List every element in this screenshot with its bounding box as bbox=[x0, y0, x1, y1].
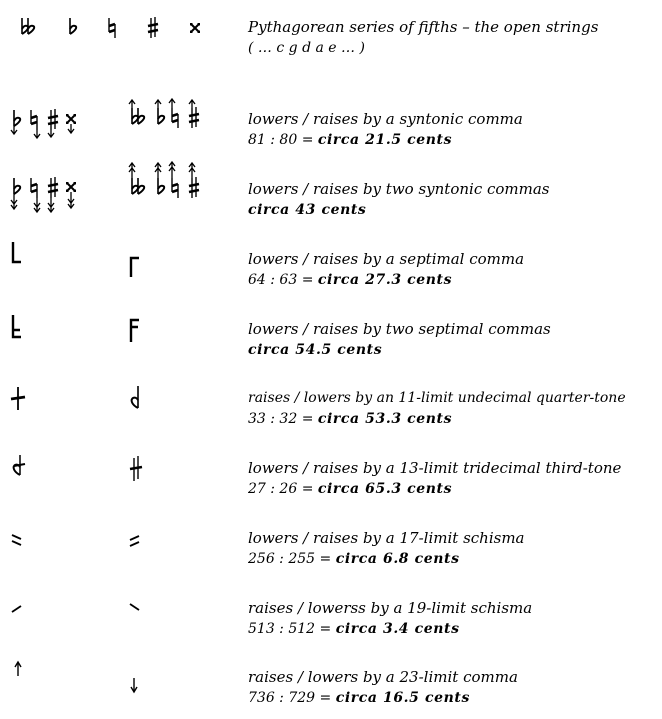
row-description: raises / lowers by a 23-limit comma bbox=[248, 668, 518, 686]
row-description: lowers / raises by a 17-limit schisma bbox=[248, 529, 525, 547]
legend-row-septimal-comma bbox=[248, 248, 524, 290]
legend-row-undecimal-quarter-tone bbox=[248, 387, 626, 429]
twenty-three-limit-comma-raise-icon bbox=[15, 662, 21, 676]
ratio: 64 : 63 = bbox=[248, 272, 318, 288]
cents-value: circa 6.8 cents bbox=[335, 551, 460, 567]
row-description: lowers / raises by a 13-limit tridecimal third-tone bbox=[248, 459, 622, 477]
ratio: 513 : 512 = bbox=[248, 621, 336, 637]
legend-row-tridecimal-third-tone bbox=[248, 457, 621, 499]
syntonic-comma-raise-icons bbox=[129, 99, 199, 128]
cents-value: circa 21.5 cents bbox=[317, 132, 453, 148]
ratio: 736 : 729 = bbox=[248, 690, 336, 706]
row-description: raises / lowers by an 11-limit undecimal quarter-tone bbox=[248, 390, 626, 406]
undecimal-quarter-tone-lower-icon bbox=[132, 386, 138, 408]
cents-value: circa 16.5 cents bbox=[335, 690, 470, 706]
syntonic-comma-lower-icons bbox=[11, 109, 76, 138]
cents-value: circa 54.5 cents bbox=[248, 342, 383, 358]
seventeen-limit-schisma-raise-icon bbox=[130, 536, 139, 546]
note-series: ( … c g d a e … ) bbox=[248, 40, 365, 56]
cents-value: circa 53.3 cents bbox=[317, 411, 453, 427]
nineteen-limit-schisma-lower-icon bbox=[130, 604, 139, 610]
legend-row-19-limit-schisma bbox=[248, 597, 532, 639]
septimal-comma-lower-icon bbox=[13, 242, 21, 262]
ratio: 33 : 32 = bbox=[248, 411, 318, 427]
two-septimal-commas-lower-icon bbox=[13, 315, 21, 337]
flat-icon bbox=[70, 18, 76, 34]
legend-row-two-septimal-commas bbox=[248, 318, 551, 360]
row-ratio-line bbox=[248, 619, 532, 639]
cents-value: circa 27.3 cents bbox=[317, 272, 453, 288]
ratio: 27 : 26 = bbox=[248, 481, 318, 497]
row-description: raises / lowerss by a 19-limit schisma bbox=[248, 599, 533, 617]
row-ratio-line bbox=[248, 549, 525, 569]
legend-row-two-syntonic-commas bbox=[248, 178, 550, 220]
tridecimal-third-tone-lower-icon bbox=[14, 455, 25, 475]
row-description: Pythagorean series of fifths – the open strings bbox=[248, 18, 599, 36]
legend-row-open-strings bbox=[248, 16, 598, 58]
septimal-comma-raise-icon bbox=[131, 258, 139, 277]
natural-icon bbox=[109, 18, 115, 38]
cents-value: circa 3.4 cents bbox=[335, 621, 460, 637]
two-septimal-commas-raise-icon bbox=[131, 320, 139, 342]
row-description: lowers / raises by a syntonic comma bbox=[248, 110, 523, 128]
two-syntonic-commas-lower-icons bbox=[11, 177, 76, 212]
legend-row-23-limit-comma bbox=[248, 666, 518, 708]
row-description: lowers / raises by two syntonic commas bbox=[248, 180, 550, 198]
two-syntonic-commas-raise-icons bbox=[129, 162, 199, 198]
row-description: lowers / raises by a septimal comma bbox=[248, 250, 525, 268]
cents-value: circa 43 cents bbox=[248, 202, 367, 218]
row-ratio-line bbox=[248, 200, 550, 220]
row-ratio-line bbox=[248, 479, 621, 499]
ratio: 81 : 80 = bbox=[248, 132, 318, 148]
cents-value: circa 65.3 cents bbox=[317, 481, 453, 497]
seventeen-limit-schisma-lower-icon bbox=[12, 535, 21, 545]
row-ratio-line bbox=[248, 270, 524, 290]
legend-row-17-limit-schisma bbox=[248, 527, 525, 569]
double-flat-icon bbox=[22, 18, 34, 34]
double-sharp-icon bbox=[190, 23, 200, 33]
legend-row-syntonic-comma bbox=[248, 108, 523, 150]
row-ratio-line bbox=[248, 409, 626, 429]
sharp-icon bbox=[148, 17, 158, 38]
row-description: lowers / raises by two septimal commas bbox=[248, 320, 551, 338]
nineteen-limit-schisma-raise-icon bbox=[12, 606, 21, 612]
twenty-three-limit-comma-lower-icon bbox=[131, 678, 137, 692]
ratio: 256 : 255 = bbox=[248, 551, 336, 567]
row-ratio-line bbox=[248, 340, 551, 360]
tridecimal-third-tone-raise-icon bbox=[130, 456, 142, 481]
row-ratio-line bbox=[248, 688, 518, 708]
row-ratio-line bbox=[248, 130, 523, 150]
undecimal-quarter-tone-raise-icon bbox=[11, 387, 25, 410]
